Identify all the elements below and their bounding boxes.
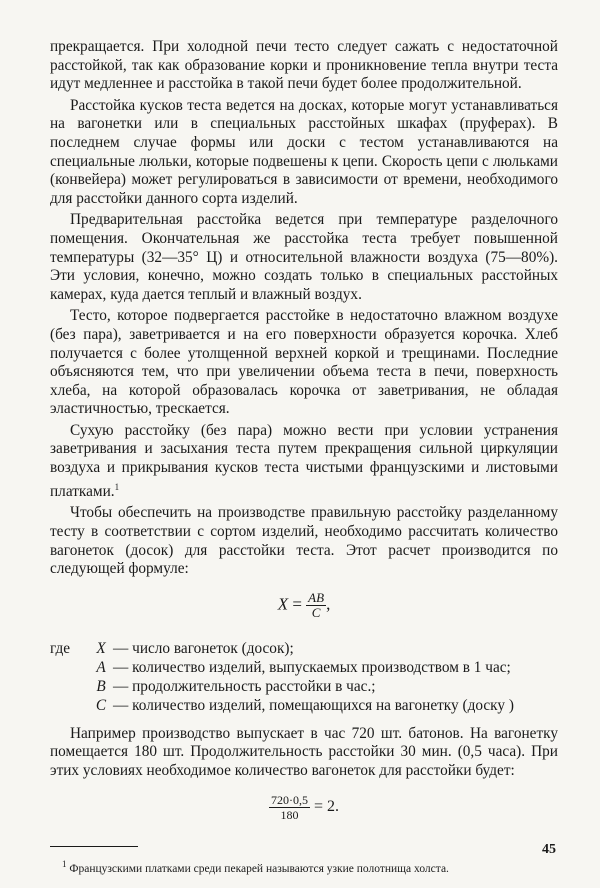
formula-equals: = [292, 594, 302, 614]
legend-row [50, 658, 558, 677]
example-paragraph: Например производство выпускает в час 720 шт. батонов. На вагонетку помещается 180 шт. Продолжительность расстойки 30 мин. (0,5 часа). При этих условиях необходимое количество вагонеток для расстойки будет: [50, 724, 558, 779]
paragraph-2: Расстойка кусков теста ведется на досках, которые могут устанавливаться на вагонетки или в специальных расстойных шкафах (пруферах). В последнем случае формы или доски с тестом устанавливаются на специальные люльки, которые подвешены к цепи. Скорость цепи с люльками (конвейера) может регулироваться в зависимости от времени, необходимого для расстойки данного сорта изделий. [50, 96, 558, 207]
legend-text-a: — количество изделий, выпускаемых производством в 1 час; [113, 658, 511, 676]
legend-text-b: — продолжительность расстойки в час.; [113, 677, 376, 695]
formula-legend [50, 639, 558, 715]
legend-text-c: — количество изделий, помещающихся на вагонетку (доску ) [113, 696, 514, 714]
example-denominator: 180 [280, 807, 299, 822]
page-body [50, 38, 558, 875]
footnote-text: Французскими платками среди пекарей называются узкие полотнища холста. [69, 862, 449, 875]
legend-var-x: X [96, 639, 106, 657]
footnote-marker: 1 [114, 481, 120, 492]
main-formula [50, 591, 558, 629]
legend-var-c: C [95, 696, 107, 714]
legend-lead: где [50, 639, 71, 657]
paragraph-6: Чтобы обеспечить на производстве правильную расстойку разделанному тесту в соответствии с сортом изделий, необходимо рассчитать количество вагонеток (досок) для расстойки теста. Этот расчет производится по следующей формуле: [50, 504, 558, 578]
footnote [50, 857, 558, 876]
formula-denominator: C [311, 604, 321, 620]
legend-row [50, 639, 558, 658]
paragraph-5 [50, 422, 558, 501]
example-formula [50, 793, 558, 822]
legend-var-b: B [96, 677, 106, 695]
paragraph-5-text: Сухую расстойку (без пара) можно вести при условии устранения заветривания и засыхания теста путем прекращения сильной циркуляции воздуха и прикрывания кусков теста чистыми французскими и листовыми платками. [50, 421, 558, 500]
footnote-number: 1 [62, 858, 67, 869]
example-numerator: 720·0,5 [270, 792, 308, 807]
legend-text-x: — число вагонеток (досок); [113, 639, 294, 657]
paragraph-3: Предварительная расстойка ведется при температуре разделочного помещения. Окончательная же расстойка теста требует повышенной температуры (32—35° Ц) и относительной влажности воздуха (75—80%). Эти условия, конечно, можно создать только в специальных расстойных камерах, куда дается теплый и влажный воздух. [50, 211, 558, 303]
footnote-divider [50, 846, 138, 847]
formula-trail: , [326, 594, 331, 614]
page-number: 45 [542, 842, 556, 857]
paragraph-4: Тесто, которое подвергается расстойке в недостаточно влажном воздухе (без пара), заветривается и на его поверхности образуется корочка. Хлеб получается с более утолщенной верхней коркой и трещинами. Последние объясняются тем, что при увеличении объема теста в печи, поверхность хлеба, на которой образовалась корочка от заветривания, не обладая эластичностью, трескается. [50, 307, 558, 418]
paragraph-1: прекращается. При холодной печи тесто следует сажать с недостаточной расстойкой, так как образование корки и проникновение тепла внутри теста идут медленнее и расстойка в такой печи будет более продолжительной. [50, 38, 558, 93]
formula-lhs: X [277, 594, 289, 614]
formula-numerator: AB [308, 589, 325, 605]
example-result: = 2. [313, 797, 340, 815]
legend-row [50, 696, 558, 715]
formula-fraction [306, 591, 326, 620]
example-fraction [269, 793, 310, 822]
legend-var-a: A [96, 658, 106, 676]
legend-row [50, 677, 558, 696]
